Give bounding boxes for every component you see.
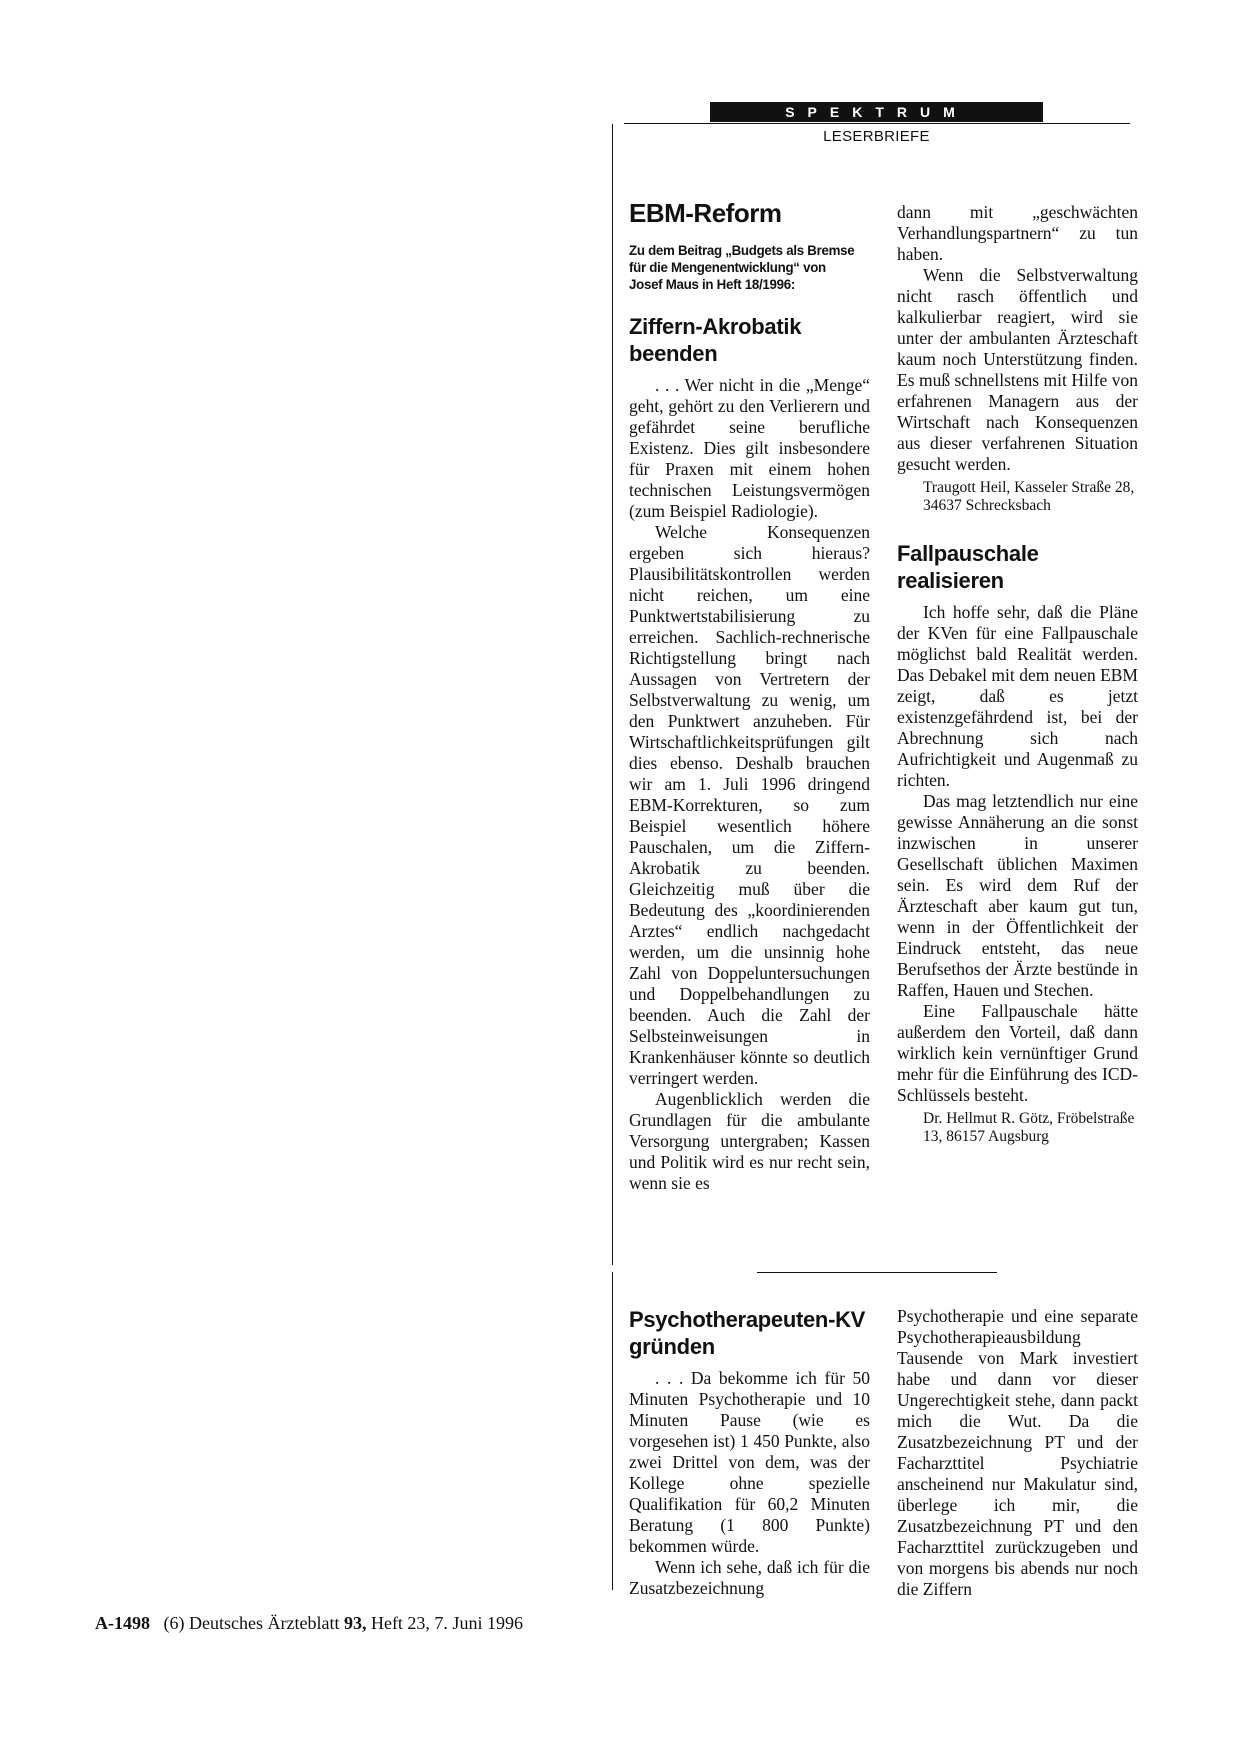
letter-signature: Traugott Heil, Kasseler Straße 28, 34637 Schrecksbach — [923, 479, 1135, 514]
ebm-column-left — [629, 198, 870, 1194]
letter-signature: Dr. Hellmut R. Götz, Fröbelstraße 13, 86157 Augsburg — [923, 1110, 1135, 1145]
article-intro: Zu dem Beitrag „Budgets als Bremse für die Mengenentwicklung“ von Josef Maus in Heft 18/1996: — [629, 242, 855, 292]
section-label: LESERBRIEFE — [823, 128, 930, 145]
section-divider — [757, 1272, 997, 1273]
letter-paragraph: . . . Wer nicht in die „Menge“ geht, gehört zu den Verlierern und gefährdet seine berufliche Existenz. Dies gilt insbesondere für Praxen mit einem hohen technischen Leistungsvermögen (zum Beispiel Radiologie). — [629, 375, 870, 521]
page-code: A-1498 — [95, 1613, 150, 1633]
column-rule-bottom — [612, 1272, 613, 1590]
letter-title: Psychotherapeuten-KV gründen — [629, 1307, 866, 1359]
header-rule — [624, 123, 1130, 124]
page-footer — [95, 1613, 523, 1634]
ebm-column-right — [897, 202, 1138, 1146]
letter-paragraph: Das mag letztendlich nur eine gewisse Annäherung an die sonst inzwischen in unserer Gesellschaft üblichen Maximen sein. Es wird dem Ruf der Ärzteschaft aber kaum gut tun, wenn in der Öffentlichkeit der Eindruck entsteht, das neue Berufsethos der Ärzte bestünde in Raffen, Hauen und Stechen. — [897, 791, 1138, 1000]
section-header-bar: SPEKTRUM — [710, 102, 1043, 122]
journal-volume: 93, — [343, 1613, 367, 1633]
letter-paragraph: . . . Da bekomme ich für 50 Minuten Psychotherapie und 10 Minuten Pause (wie es vorgesehen ist) 1 450 Punkte, also zwei Drittel von dem, was der Kollege ohne spezielle Qualifikation für 60,2 Minuten Beratung (1 800 Punkte) bekommen würde. — [629, 1368, 870, 1556]
psycho-column-left — [629, 1306, 870, 1599]
page-number: (6) — [163, 1613, 185, 1633]
journal-name: Deutsches Ärzteblatt — [189, 1613, 340, 1633]
issue-info: Heft 23, 7. Juni 1996 — [370, 1613, 523, 1633]
letter-paragraph: Wenn die Selbstverwaltung nicht rasch öffentlich und kalkulierbar reagiert, wird sie unter der ambulanten Ärzteschaft kaum noch Unterstützung finden. Es muß schnellstens mit Hilfe von erfahrenen Managern aus der Wirtschaft nach Konsequenzen aus dieser verfahrenen Situation gesucht werden. — [897, 265, 1138, 474]
letter-paragraph: dann mit „geschwächten Verhandlungspartnern“ zu tun haben. — [897, 202, 1138, 264]
article-title: EBM-Reform — [629, 198, 782, 228]
letter-paragraph: Ich hoffe sehr, daß die Pläne der KVen für eine Fallpauschale möglichst bald Realität werden. Das Debakel mit dem neuen EBM zeigt, daß es jetzt existenzgefährdend ist, bei der Abrechnung sich nach Aufrichtigkeit und Augenmaß zu richten. — [897, 602, 1138, 790]
letter-title: Ziffern-Akrobatik beenden — [629, 314, 802, 366]
letter-paragraph: Wenn ich sehe, daß ich für die Zusatzbezeichnung — [629, 1557, 870, 1598]
letter-title: Fallpauschale realisieren — [897, 541, 1039, 593]
psycho-column-right — [897, 1306, 1138, 1600]
letter-paragraph: Augenblicklich werden die Grundlagen für die ambulante Versorgung untergraben; Kassen und Politik wird es nur recht sein, wenn sie es — [629, 1089, 870, 1193]
column-rule-top — [612, 124, 613, 1265]
letter-paragraph: Welche Konsequenzen ergeben sich hieraus? Plausibilitätskontrollen werden nicht reichen, um eine Punktwertstabilisierung zu erreichen. Sachlich-rechnerische Richtigstellung bringt nach Aussagen von Vertretern der Selbstverwaltung zu wenig, um den Punktwert anzuheben. Für Wirtschaftlichkeitsprüfungen gilt dies ebenso. Deshalb brauchen wir am 1. Juli 1996 dringend EBM-Korrekturen, so zum Beispiel wesentlich höhere Pauschalen, um die Ziffern-Akrobatik zu beenden. Gleichzeitig muß über die Bedeutung des „koordinierenden Arztes“ endlich nachgedacht werden, um die unsinnig hohe Zahl von Doppeluntersuchungen und Doppelbehandlungen zu beenden. Auch die Zahl der Selbsteinweisungen in Krankenhäuser könnte so deutlich verringert werden. — [629, 522, 870, 1088]
letter-paragraph: Eine Fallpauschale hätte außerdem den Vorteil, daß dann wirklich kein vernünftiger Grund mehr für die Einführung des ICD-Schlüssels besteht. — [897, 1001, 1138, 1105]
letter-paragraph: Psychotherapie und eine separate Psychotherapieausbildung Tausende von Mark investiert habe und dann vor dieser Ungerechtigkeit stehe, dann packt mich die Wut. Da die Zusatzbezeichnung PT und der Facharzttitel Psychiatrie anscheinend nur Makulatur sind, überlege ich mir, die Zusatzbezeichnung PT und den Facharzttitel zurückzugeben und von morgens bis abends nur noch die Ziffern — [897, 1306, 1138, 1599]
